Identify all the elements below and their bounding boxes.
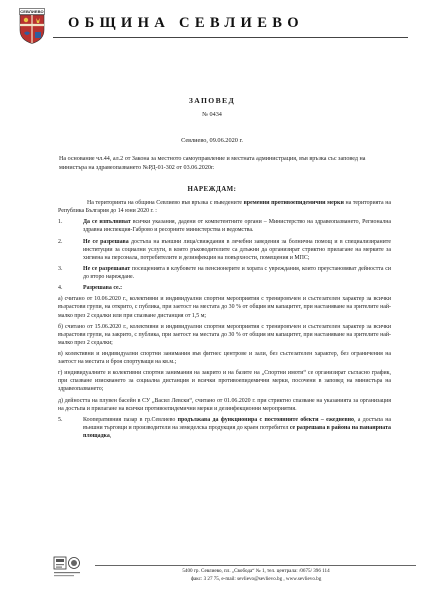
sub-item-d: д) дейността на плувен басейн в СУ „Васил Левски“, считано от 01.06.2020 г. при стриктно спазване на указанията за организация на достъпа и прилагане на всички противоепидемични мерки и дезинфекционни мероприятия. [58,397,391,412]
municipality-crest-logo [19,8,45,44]
sub-item-a: а) считано от 10.06.2020 г., колективни и индивидуални спортни мероприятия с тренировъчен и състезателен характер за всички възрастови групи, на открито, с публика, при заетост на местата до 30 % от общия им капацитет, при настаняване на зрителите най-малко през 2 седалки или при спазване дистанция от 1,5 м; [58,296,391,319]
orders-heading: НАРЕЖДАМ: [187,186,237,193]
footer-contacts: факс: 3 27 75, e-mail: sevlievo@sevlievo.bg , www.sevlievo.bg [190,576,322,582]
order-number: № 0434 [202,111,222,118]
legal-basis-paragraph: На основание чл.44, ал.2 от Закона за местното самоуправление и местната администрация, във връзка със заповед на министъра на здравеопазването №РД-01-302 от 03.06.2020г. [59,156,366,171]
sub-item-v: в) колективни и индивидуални спортни занимания във фитнес центрове и зали, без състезателен характер, без ограничения на заетост на местата и броя спортуващи на кв.м.; [58,351,391,366]
sub-item-b: б) считано от 15.06.2020 г., колективни и индивидуални спортни мероприятия с тренировъчен и състезателен характер за всички възрастови групи, на закрито, с публика, при заетост на местата до 30 % от общия им капацитет, при настаняване на зрителите най-малко през 2 седалки; [58,323,391,346]
crest-label: СЕВЛИЕВО [20,9,44,14]
order-title: ЗАПОВЕД [188,96,236,105]
footer-divider [95,565,416,566]
header-divider [53,37,408,38]
intro-paragraph: На територията на община Севлиево във връзка с въведените временни противоепидемични мерки на територията на Република България до 14 юни 2020 г. : [58,200,391,215]
municipality-title: ОБЩИНА СЕВЛИЕВО [68,15,304,31]
certification-logo [53,556,81,580]
order-item-2: 2. Не се разрешава достъпа на външни лица/свиждания в лечебни заведения за болнична помощ и в специализираните институции за социални услуги, в които ръководителите са длъжни да организират стриктно прилагане на мерките за хигиена на персонала, потребителите и дезинфекция на повърхности, помещения и МПС; [58,238,391,261]
order-item-5: 5. Кооперативния пазар в гр.Севлиево продължава да функционира с постоянните обекти – ежедневно, а достъпа на външни търговци и производители на земеделска продукция до краен потребител се разрешава в района на панаирната площадка, [58,416,391,440]
order-body [58,199,391,443]
footer-address: 5400 гр. Севлиево, пл. „Свобода“ № 1, тел. централа: /0675/ 396 114 [182,568,330,574]
order-item-4: 4. Разрешава се.: [58,285,123,292]
place-and-date: Севлиево, 09.06.2020 г. [181,137,243,144]
order-item-1: 1. Да се изпълняват всички указания, дадени от компетентните органи – Министерство на здравеопазването, Регионална здравна инспекция-Габрово и ресорните министерства и ведомства. [58,219,391,234]
order-item-3: 3. Не се разрешават посещенията в клубовете на пенсионерите и хората с увреждания, които преустановяват дейността си до второ нареждане. [58,265,392,280]
sub-item-g: г) индивидуалните и колективни спортни занимания на закрито и на базите на „Спортни имоти“ се организират съгласно график, при спазване изискването за социална дистанция и всички противоепидемични мерки, посочени в заповед на министъра на здравеопазването; [58,370,391,393]
